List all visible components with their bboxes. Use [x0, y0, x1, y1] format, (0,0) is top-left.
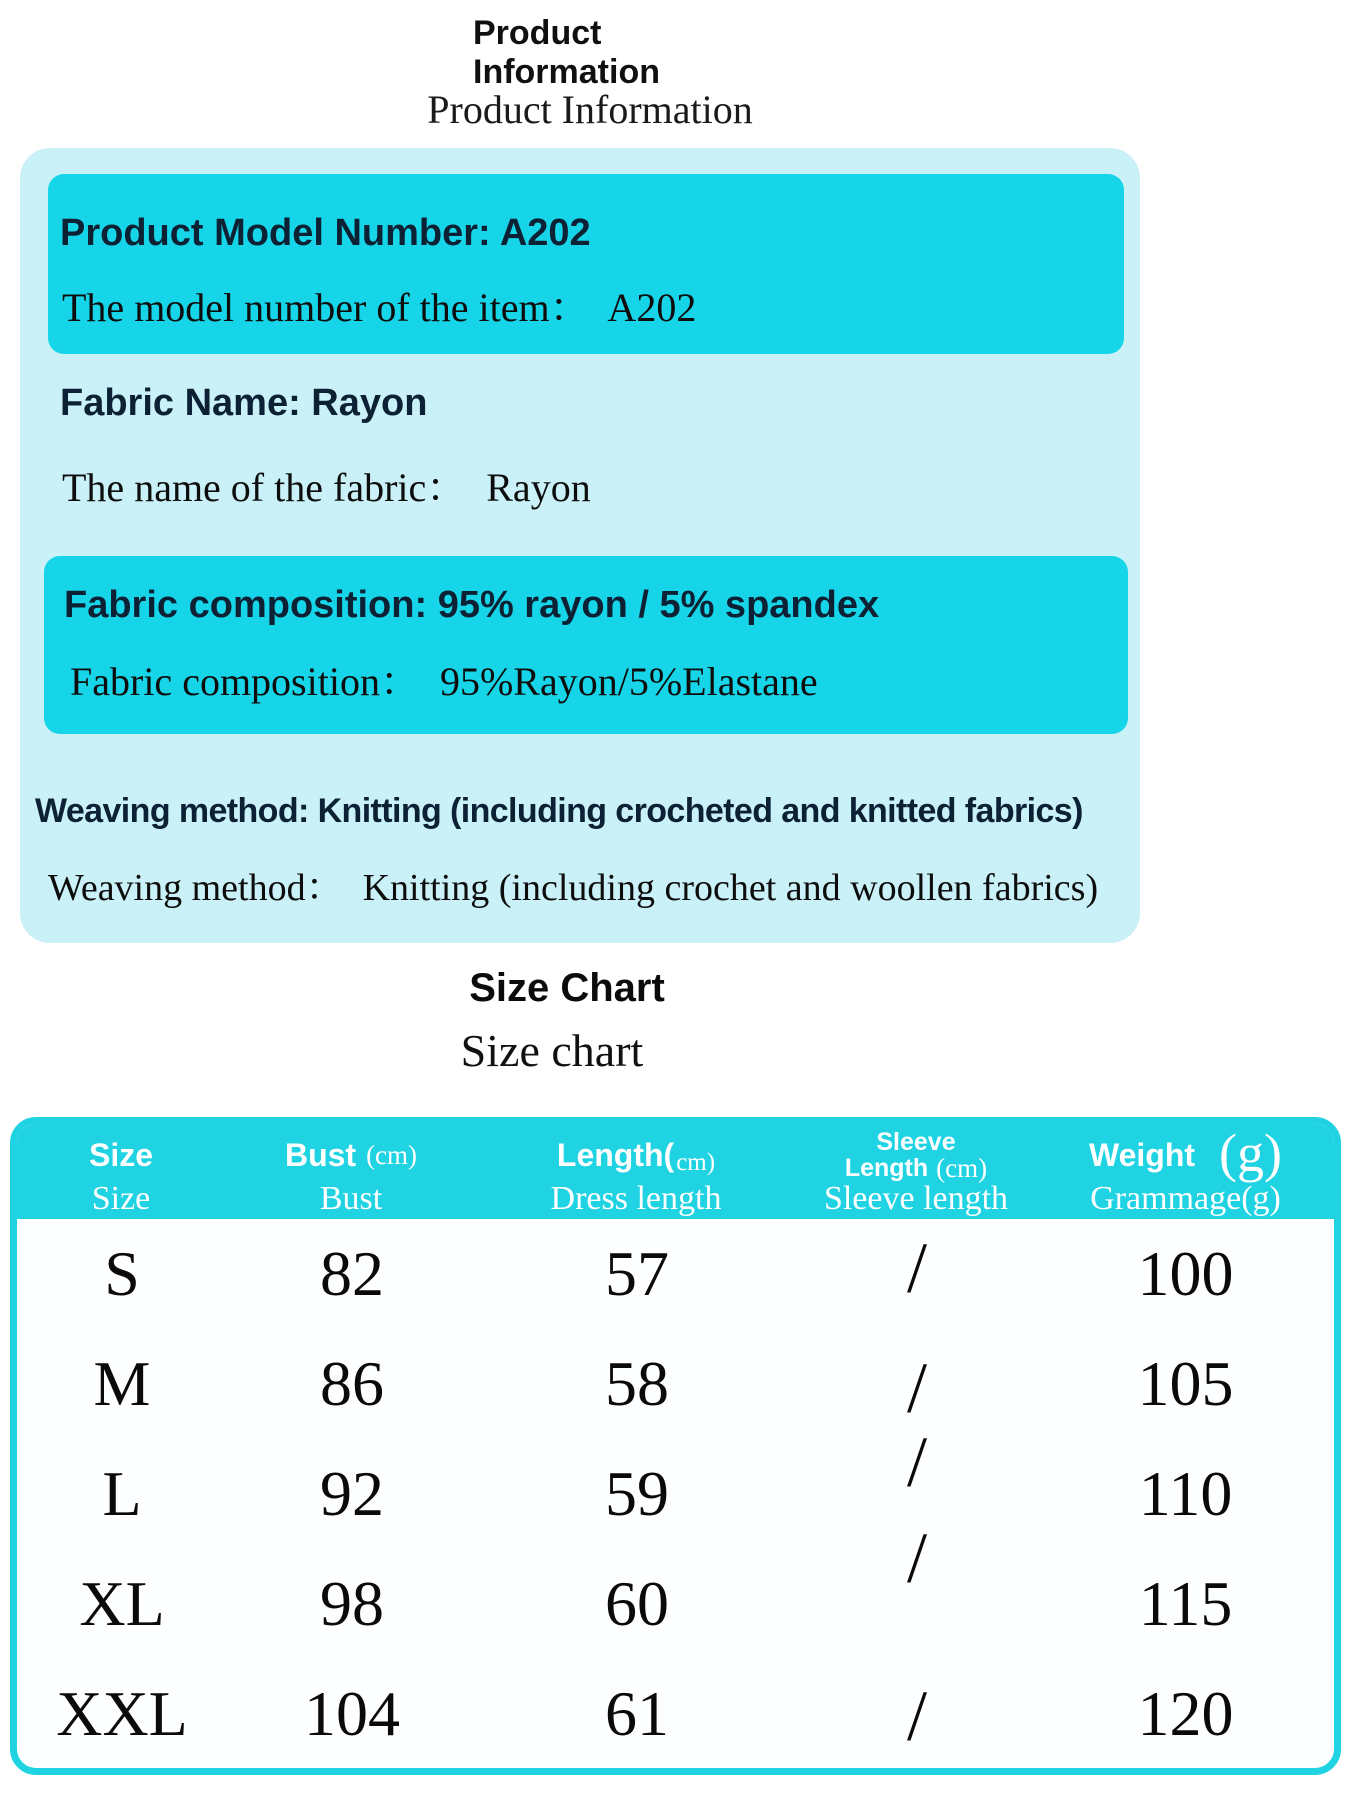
- info-title-fabric-composition: Fabric composition: 95% rayon / 5% spandex: [64, 584, 880, 626]
- cell-weight-l: 110: [1138, 1458, 1233, 1529]
- cell-bust-s: 82: [320, 1238, 384, 1309]
- cell-length-m: 58: [605, 1348, 669, 1419]
- info-title-fabric-name: Fabric Name: Rayon: [60, 382, 428, 424]
- column-header-weight: [1036, 1123, 1335, 1219]
- weight-column-label: Weight: [1088, 1137, 1196, 1173]
- sleeve-column-label-line2: Length: [844, 1154, 929, 1182]
- page-title-line2: Information: [473, 53, 660, 91]
- cell-length-s: 57: [605, 1238, 669, 1309]
- info-title-model-number: Product Model Number: A202: [60, 212, 591, 254]
- info-translation-fabric-name: The name of the fabric： Rayon: [62, 465, 591, 510]
- sleeve-column-sublabel: Sleeve length: [823, 1180, 1009, 1217]
- cell-length-xxl: 61: [605, 1678, 669, 1749]
- info-translation-model-number: The model number of the item： A202: [62, 285, 697, 330]
- size-table-header: [16, 1123, 1335, 1219]
- cell-weight-s: 100: [1137, 1238, 1234, 1309]
- column-header-size: [16, 1129, 226, 1219]
- info-translation-fabric-composition: Fabric composition： 95%Rayon/5%Elastane: [70, 659, 818, 704]
- length-column-label: Length(: [556, 1137, 675, 1173]
- cell-size-s: S: [104, 1238, 140, 1309]
- cell-size-xxl: XXL: [56, 1678, 188, 1749]
- cell-size-xl: XL: [79, 1568, 165, 1639]
- column-header-sleeve-length: [796, 1129, 1036, 1219]
- cell-weight-m: 105: [1137, 1348, 1234, 1419]
- size-column-label: Size: [88, 1137, 154, 1173]
- cell-bust-xl: 98: [320, 1568, 384, 1639]
- cell-length-xl: 60: [605, 1568, 669, 1639]
- sleeve-column-label-line1: Sleeve: [876, 1127, 956, 1156]
- cell-length-l: 59: [605, 1458, 669, 1529]
- cell-bust-l: 92: [320, 1458, 384, 1529]
- size-chart-title: Size Chart: [469, 966, 665, 1010]
- cell-sleeve-length-l: /: [906, 1421, 927, 1502]
- size-table: [10, 1117, 1341, 1775]
- length-column-sublabel: Dress length: [550, 1180, 722, 1217]
- column-header-bust: [226, 1129, 476, 1219]
- bust-column-sublabel: Bust: [319, 1180, 383, 1217]
- highlight-box-fabric-composition: [44, 556, 1128, 734]
- weight-column-sublabel: Grammage(g): [1090, 1180, 1281, 1217]
- size-column-sublabel: Size: [91, 1180, 151, 1217]
- cell-bust-xxl: 104: [304, 1678, 400, 1749]
- cell-sleeve-length-s: /: [906, 1227, 927, 1308]
- size-table-body: [17, 1219, 1334, 1769]
- length-column-unit: cm): [676, 1148, 716, 1176]
- cell-sleeve-length-m: /: [906, 1347, 927, 1428]
- size-chart-subtitle: Size chart: [460, 1025, 644, 1076]
- bust-column-unit: (cm): [366, 1139, 418, 1170]
- cell-sleeve-length-xxl: /: [906, 1675, 927, 1756]
- column-header-length: [476, 1129, 796, 1219]
- info-title-weaving-method: Weaving method: Knitting (including crocheted and knitted fabrics): [35, 792, 1083, 830]
- cell-sleeve-length-xl: /: [906, 1517, 927, 1598]
- info-translation-weaving-method: Weaving method： Knitting (including crochet and woollen fabrics): [48, 867, 1099, 909]
- cell-weight-xl: 115: [1138, 1568, 1233, 1639]
- cell-size-m: M: [93, 1348, 151, 1419]
- page-title: [473, 14, 660, 92]
- page-subtitle: Product Information: [427, 87, 753, 132]
- product-info-panel: [20, 148, 1140, 943]
- weight-column-unit: (g): [1219, 1123, 1283, 1183]
- sleeve-column-unit: (cm): [936, 1152, 988, 1183]
- cell-weight-xxl: 120: [1137, 1678, 1234, 1749]
- cell-size-l: L: [102, 1458, 142, 1529]
- cell-bust-m: 86: [320, 1348, 384, 1419]
- page-title-line1: Product: [473, 14, 602, 52]
- bust-column-label: Bust: [284, 1137, 357, 1173]
